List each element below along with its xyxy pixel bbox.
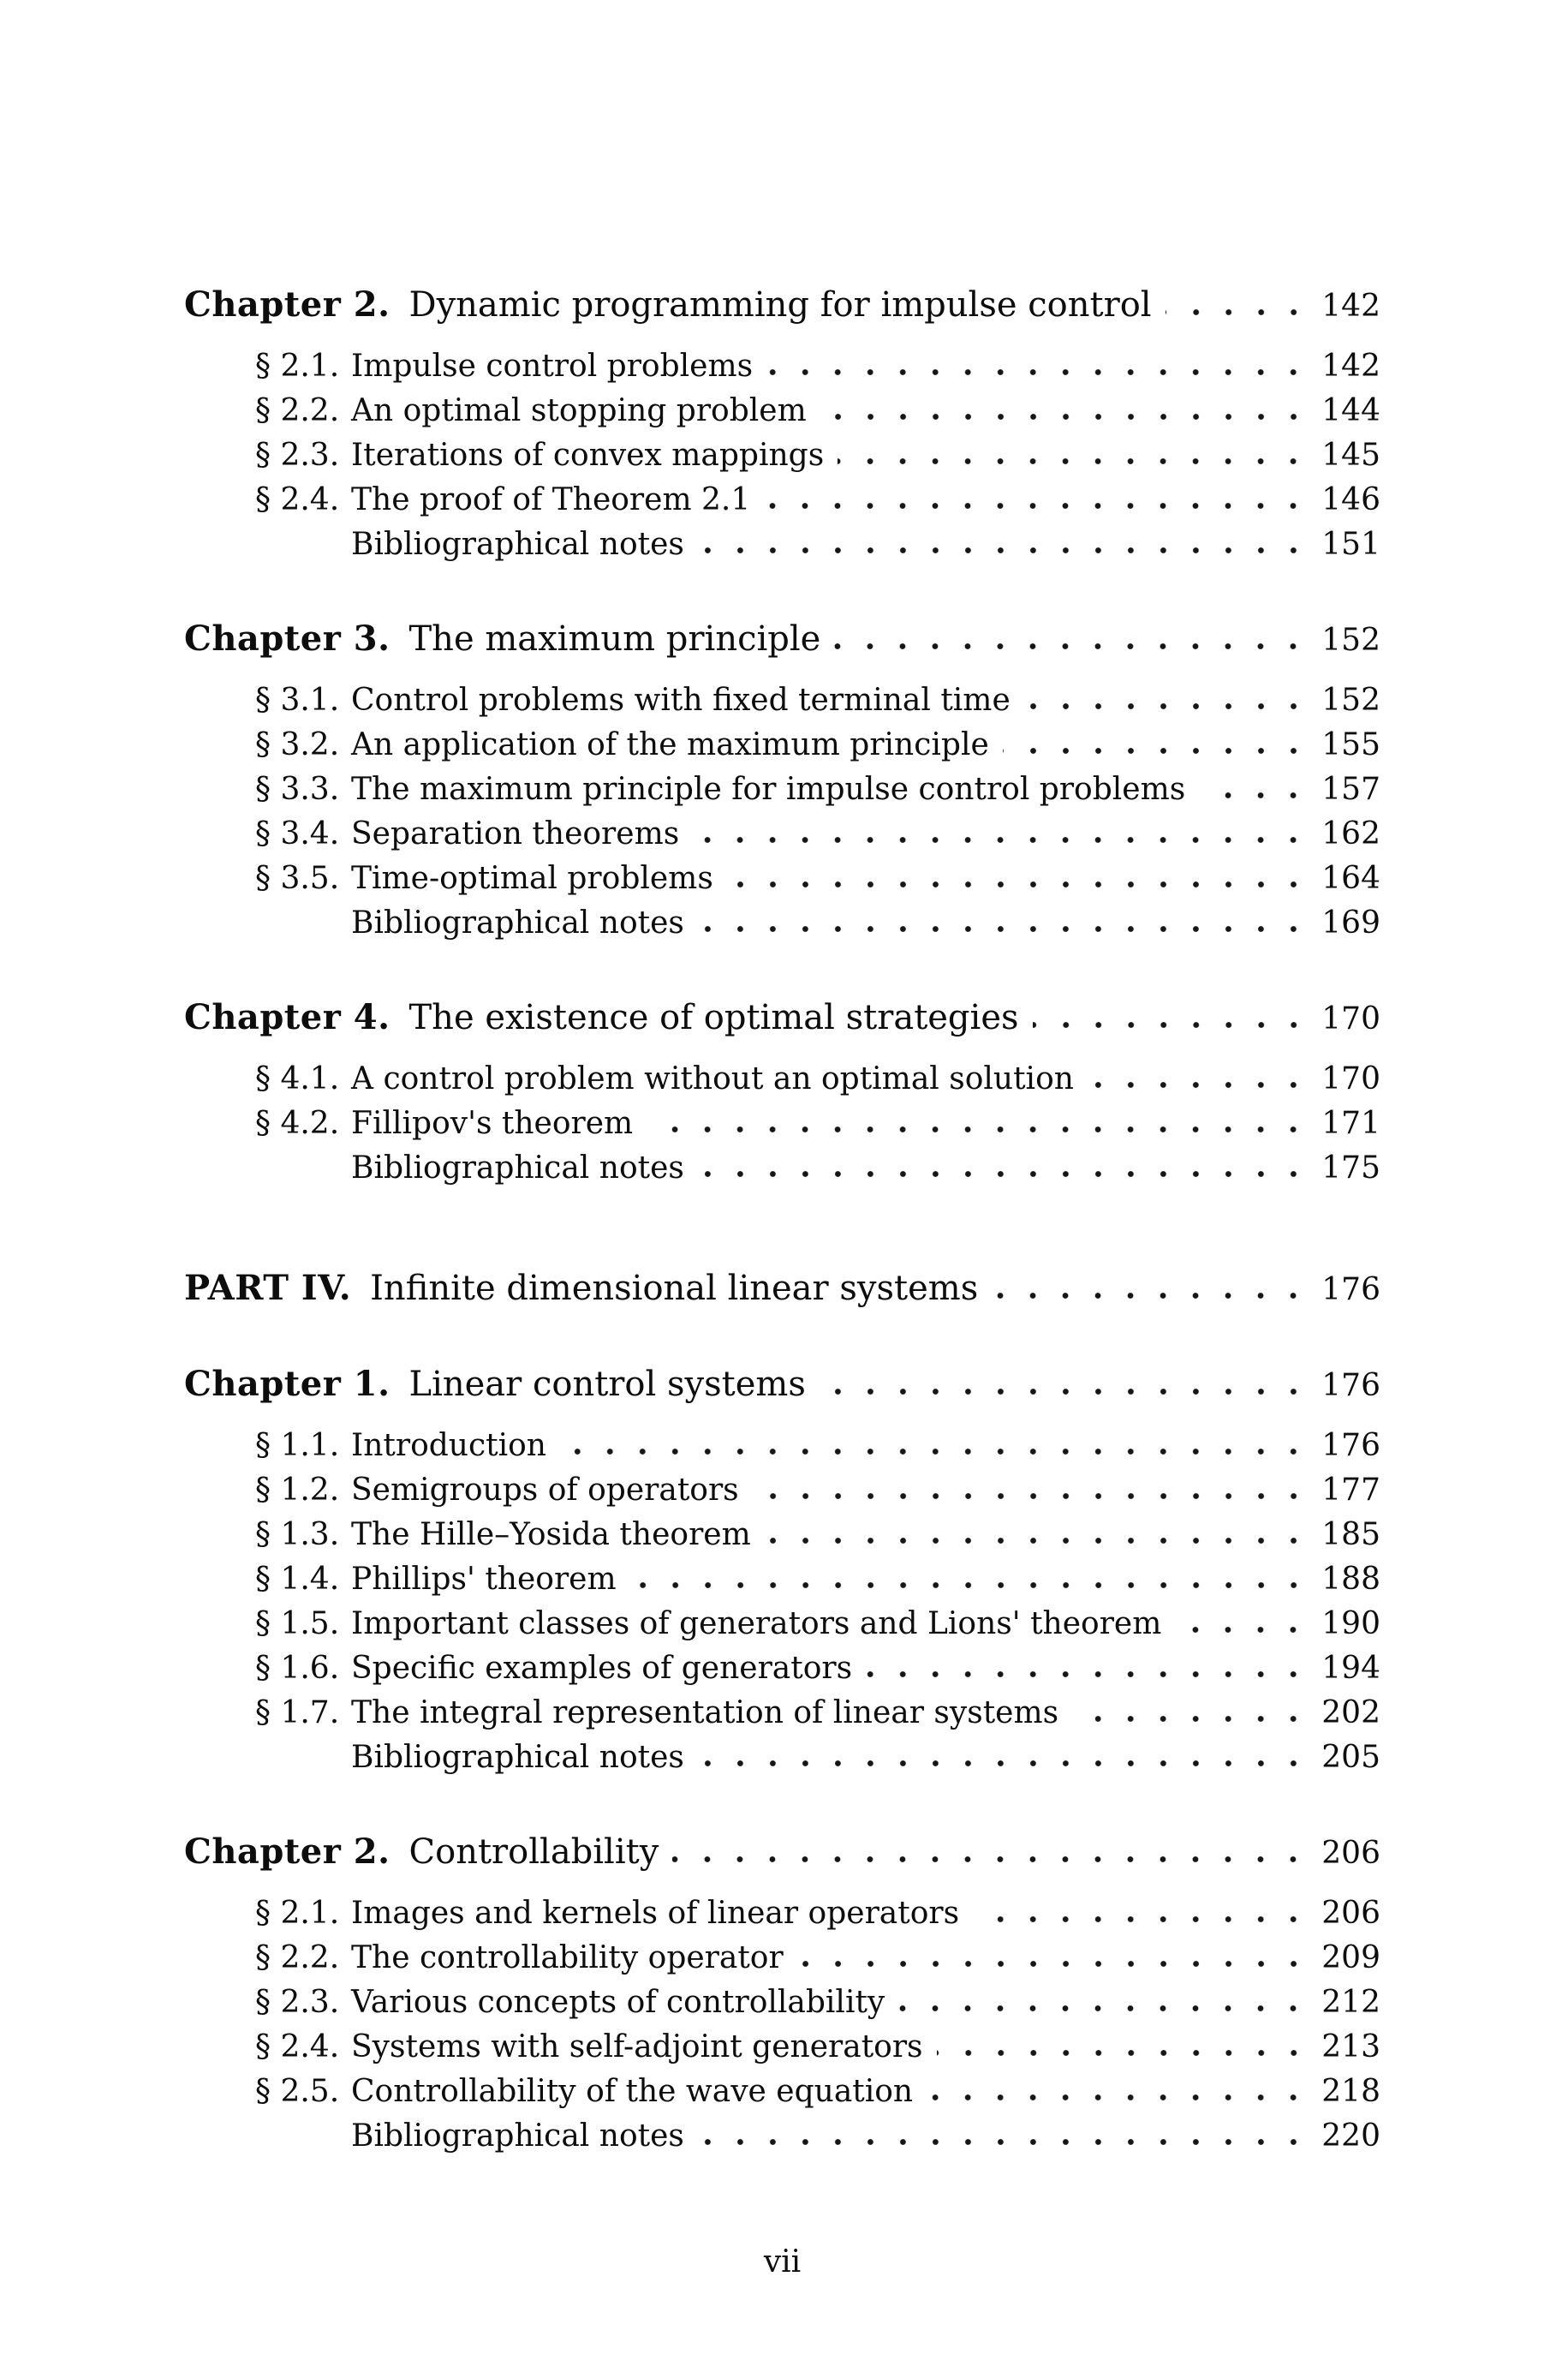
entry-title: The controllability operator <box>351 1940 784 1975</box>
section-label: § 3.5. <box>255 861 340 896</box>
entry-title: Controllability of the wave equation <box>351 2074 914 2109</box>
dot-leader <box>698 547 1309 554</box>
dot-leader <box>698 2138 1309 2146</box>
heading-prefix: PART IV. <box>184 1268 352 1308</box>
entry-title: Introduction <box>351 1428 546 1463</box>
toc-entry-row <box>184 1936 1380 1981</box>
toc-entry-row <box>184 1691 1380 1736</box>
toc-entry-row <box>184 1102 1380 1146</box>
toc-entry-row <box>184 1981 1380 2025</box>
dot-leader <box>698 925 1309 933</box>
section-label: § 1.4. <box>255 1562 340 1597</box>
section-label: § 1.6. <box>255 1651 340 1686</box>
entry-title: The integral representation of linear systems <box>351 1695 1059 1730</box>
section-label: § 4.2. <box>255 1106 340 1141</box>
dot-leader <box>765 1537 1310 1545</box>
section-label: § 3.4. <box>255 816 340 851</box>
entry-title: Important classes of generators and Lions' theorem <box>351 1606 1162 1641</box>
page-number: 162 <box>1321 816 1380 851</box>
toc-entry-row <box>184 812 1380 857</box>
toc-entry-row <box>184 1646 1380 1691</box>
page-number: 152 <box>1321 683 1380 718</box>
dot-leader <box>898 2005 1309 2012</box>
page-number: 177 <box>1321 1473 1380 1508</box>
entry-title: Specific examples of generators <box>351 1651 853 1686</box>
toc-entry-row <box>184 768 1380 812</box>
page-number: 213 <box>1321 2029 1380 2064</box>
page-number: 164 <box>1321 861 1380 896</box>
section-label: § 2.2. <box>255 393 340 428</box>
page-footer <box>184 2244 1380 2279</box>
toc-entry-row <box>184 344 1380 389</box>
page-number: 169 <box>1321 905 1380 941</box>
part-heading-row <box>184 1266 1380 1312</box>
entry-title: A control problem without an optimal solution <box>351 1061 1074 1096</box>
page-number: 206 <box>1321 1896 1380 1931</box>
dot-leader <box>630 1581 1310 1589</box>
section-label: § 1.3. <box>255 1517 340 1552</box>
page-number: 142 <box>1321 289 1380 324</box>
toc-sections <box>184 283 1380 2159</box>
dot-leader <box>866 1670 1309 1678</box>
page-number: 142 <box>1321 349 1380 384</box>
chapter-heading-row <box>184 995 1380 1042</box>
entry-title: Time-optimal problems <box>351 861 713 896</box>
chapter-heading-row <box>184 617 1380 663</box>
toc-entry-row <box>184 723 1380 768</box>
dot-leader <box>838 457 1309 465</box>
dot-leader <box>937 2049 1310 2057</box>
page-number: 176 <box>1321 1272 1380 1307</box>
section-label: § 2.4. <box>255 482 340 517</box>
dot-leader <box>1166 308 1310 316</box>
toc-entry-row <box>184 389 1380 433</box>
dot-leader <box>973 1915 1309 1923</box>
dot-leader <box>1072 1715 1309 1723</box>
page-number: 171 <box>1321 1106 1380 1141</box>
dot-leader <box>693 836 1309 844</box>
page-number: 170 <box>1321 1061 1380 1096</box>
page-number: 185 <box>1321 1517 1380 1552</box>
entry-title: Bibliographical notes <box>351 527 684 562</box>
heading-prefix: Chapter 2. <box>184 1831 391 1872</box>
page-number: 218 <box>1321 2074 1380 2109</box>
toc-entry-row <box>184 2114 1380 2159</box>
dot-leader <box>820 1388 1309 1395</box>
dot-leader <box>1003 747 1310 755</box>
dot-leader <box>764 502 1309 510</box>
page-number: 157 <box>1321 772 1380 807</box>
page-number: 176 <box>1321 1368 1380 1403</box>
toc-entry-row <box>184 1468 1380 1513</box>
page-number: 152 <box>1321 623 1380 658</box>
heading-prefix: Chapter 4. <box>184 997 391 1037</box>
entry-title: Systems with self-adjoint generators <box>351 2029 923 2064</box>
part-section <box>184 1266 1380 1312</box>
page-number: 146 <box>1321 482 1380 517</box>
dot-leader <box>797 1960 1310 1968</box>
dot-leader <box>753 1492 1310 1500</box>
heading-prefix: Chapter 1. <box>184 1364 391 1404</box>
dot-leader <box>834 642 1309 650</box>
chapter-heading-row <box>184 1362 1380 1408</box>
heading-title: Dynamic programming for impulse control <box>408 285 1152 325</box>
entry-title: Bibliographical notes <box>351 1150 684 1186</box>
toc-entry-row <box>184 1146 1380 1191</box>
section-label: § 2.5. <box>255 2074 340 2109</box>
chapter-section <box>184 283 1380 567</box>
dot-leader <box>560 1448 1309 1455</box>
entry-title: Impulse control problems <box>351 349 754 384</box>
dot-leader <box>820 413 1310 421</box>
toc-entry-row <box>184 1736 1380 1780</box>
chapter-section <box>184 617 1380 946</box>
heading-title: The maximum principle <box>408 619 821 659</box>
dot-leader <box>1088 1081 1309 1089</box>
toc-entry-row <box>184 901 1380 946</box>
entry-title: The proof of Theorem 2.1 <box>351 482 751 517</box>
section-label: § 1.2. <box>255 1473 340 1508</box>
toc-entry-row <box>184 523 1380 567</box>
section-label: § 2.1. <box>255 1896 340 1931</box>
page-number: 206 <box>1321 1836 1380 1871</box>
page-number: 144 <box>1321 393 1380 428</box>
dot-leader <box>1033 1021 1310 1029</box>
page-number: 202 <box>1321 1695 1380 1730</box>
page-number: 220 <box>1321 2118 1380 2154</box>
entry-title: An optimal stopping problem <box>351 393 807 428</box>
section-label: § 2.3. <box>255 1985 340 2020</box>
section-label: § 2.4. <box>255 2029 340 2064</box>
dot-leader <box>698 1760 1309 1767</box>
toc-entry-row <box>184 1513 1380 1557</box>
dot-leader <box>1024 702 1310 710</box>
section-label: § 3.2. <box>255 727 340 762</box>
entry-title: The maximum principle for impulse control problems <box>351 772 1186 807</box>
entry-title: Fillipov's theorem <box>351 1106 634 1141</box>
page-number: 151 <box>1321 527 1380 562</box>
entry-title: Images and kernels of linear operators <box>351 1896 960 1931</box>
toc-entry-row <box>184 1057 1380 1102</box>
section-label: § 1.5. <box>255 1606 340 1641</box>
toc-entry-row <box>184 1891 1380 1936</box>
section-label: § 2.3. <box>255 438 340 473</box>
chapter-heading-row <box>184 1830 1380 1876</box>
entry-title: Various concepts of controllability <box>351 1985 885 2020</box>
dot-leader <box>927 2094 1309 2101</box>
heading-title: Controllability <box>408 1832 659 1872</box>
dot-leader <box>672 1855 1309 1863</box>
entry-title: Semigroups of operators <box>351 1473 739 1508</box>
toc-entry-row <box>184 1557 1380 1602</box>
dot-leader <box>1199 792 1309 799</box>
section-label: § 3.3. <box>255 772 340 807</box>
toc-entry-row <box>184 1424 1380 1468</box>
chapter-section <box>184 995 1380 1191</box>
section-label: § 2.2. <box>255 1940 340 1975</box>
dot-leader <box>1175 1626 1309 1634</box>
entry-title: Bibliographical notes <box>351 2118 684 2154</box>
page-number: 188 <box>1321 1562 1380 1597</box>
heading-prefix: Chapter 2. <box>184 284 391 325</box>
dot-leader <box>647 1126 1309 1133</box>
toc-entry-row <box>184 433 1380 478</box>
page-number: 145 <box>1321 438 1380 473</box>
page-number: 209 <box>1321 1940 1380 1975</box>
heading-title: The existence of optimal strategies <box>408 998 1019 1037</box>
section-label: § 1.1. <box>255 1428 340 1463</box>
entry-title: Bibliographical notes <box>351 1740 684 1775</box>
section-label: § 2.1. <box>255 349 340 384</box>
section-label: § 4.1. <box>255 1061 340 1096</box>
page-number: 212 <box>1321 1985 1380 2020</box>
section-label: § 3.1. <box>255 683 340 718</box>
page-number: 170 <box>1321 1001 1380 1037</box>
chapter-heading-row <box>184 283 1380 329</box>
dot-leader <box>698 1170 1309 1178</box>
toc-entry-row <box>184 2025 1380 2070</box>
entry-title: Control problems with fixed terminal time <box>351 683 1011 718</box>
entry-title: Separation theorems <box>351 816 680 851</box>
heading-title: Linear control systems <box>408 1365 806 1404</box>
heading-title: Infinite dimensional linear systems <box>370 1269 979 1308</box>
toc-entry-row <box>184 857 1380 901</box>
toc-entry-row <box>184 2070 1380 2114</box>
entry-title: The Hille–Yosida theorem <box>351 1517 751 1552</box>
entry-title: Iterations of convex mappings <box>351 438 825 473</box>
toc-entry-row <box>184 678 1380 723</box>
page-number: 175 <box>1321 1150 1380 1186</box>
entry-title: Phillips' theorem <box>351 1562 617 1597</box>
entry-title: Bibliographical notes <box>351 905 684 941</box>
dot-leader <box>766 368 1309 376</box>
page-number: 194 <box>1321 1651 1380 1686</box>
page-number: 155 <box>1321 727 1380 762</box>
page-number: 190 <box>1321 1606 1380 1641</box>
page-number: 205 <box>1321 1740 1380 1775</box>
toc-entry-row <box>184 1602 1380 1646</box>
folio-page-number: vii <box>763 2244 802 2279</box>
page-number: 176 <box>1321 1428 1380 1463</box>
chapter-section <box>184 1362 1380 1780</box>
section-label: § 1.7. <box>255 1695 340 1730</box>
dot-leader <box>727 881 1309 888</box>
entry-title: An application of the maximum principle <box>351 727 989 762</box>
toc-entry-row <box>184 478 1380 523</box>
chapter-section <box>184 1830 1380 2159</box>
heading-prefix: Chapter 3. <box>184 618 391 659</box>
dot-leader <box>992 1292 1309 1300</box>
